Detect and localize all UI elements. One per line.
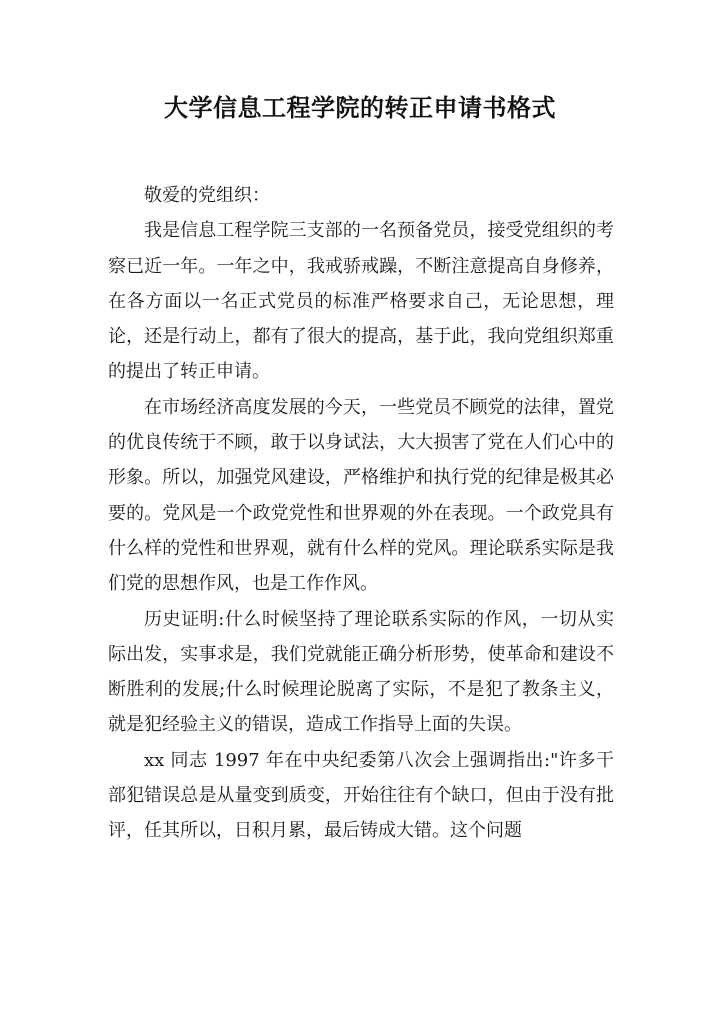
document-title: 大学信息工程学院的转正申请书格式: [164, 94, 556, 122]
paragraph: 我是信息工程学院三支部的一名预备党员，接受党组织的考察已近一年。一年之中，我戒骄戒躁，不断注意提高自身修养，在各方面以一名正式党员的标准严格要求自己，无论思想，理论，还是行动上，都有了很大的提高，基于此，我向党组织郑重的提出了转正申请。: [108, 220, 614, 383]
salutation: 敬爱的党组织：: [144, 185, 270, 206]
paragraph: 在市场经济高度发展的今天，一些党员不顾党的法律，置党的优良传统于不顾，敢于以身试法，大大损害了党在人们心中的形象。所以，加强党风建设，严格维护和执行党的纪律是极其必要的。党风是一个政党党性和世界观的外在表现。一个政党具有什么样的党性和世界观，就有什么样的党风。理论联系实际是我们党的思想作风，也是工作作风。: [108, 396, 614, 595]
paragraph: 历史证明:什么时候坚持了理论联系实际的作风，一切从实际出发，实事求是，我们党就能正确分析形势，使革命和建设不断胜利的发展;什么时候理论脱离了实际，不是犯了教条主义，就是犯经验主义的错误，造成工作指导上面的失误。: [108, 608, 614, 736]
paragraph: xx 同志 1997 年在中央纪委第八次会上强调指出:"许多干部犯错误总是从量变到质变，开始往往有个缺口，但由于没有批评，任其所以，日积月累，最后铸成大错。这个问题: [108, 749, 614, 842]
document-body: [108, 178, 614, 849]
